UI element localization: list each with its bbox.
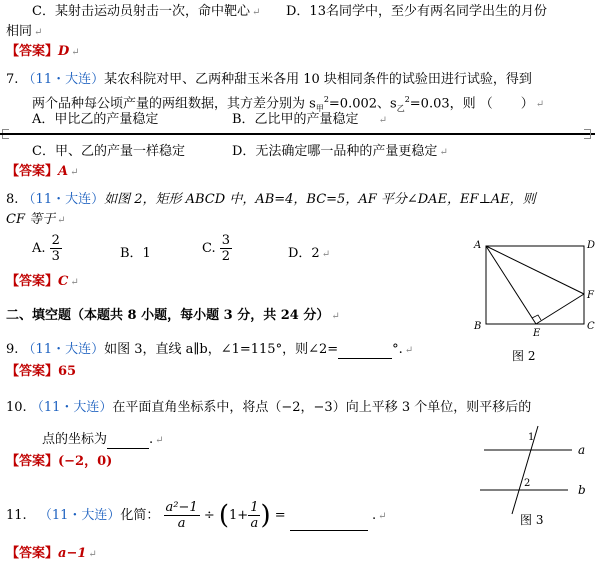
- q7-stem: 7. （11・大连）某农科院对甲、乙两种甜玉米各用 10 块相同条件的试验田进行试验，得到: [6, 72, 532, 87]
- q6-option-d-cont: 相同 ↵: [6, 24, 43, 39]
- q7-stem-line2: 两个品种每公顷产量的两组数据，其方差分别为 $s_甲^2=0.002$、$s_乙^2=0.03$，则 （ ） ↵: [32, 95, 545, 113]
- q7-option-a: A．甲比乙的产量稳定: [32, 112, 159, 127]
- q8-option-a: A. $\frac{2}{3}$: [32, 233, 60, 264]
- page-break-bracket-right: [584, 129, 591, 139]
- q11-answer: 【答案】a−1 ↵: [6, 546, 97, 561]
- q7-option-c: C．甲、乙的产量一样稳定: [32, 144, 185, 159]
- fig3-caption: 图 3: [520, 513, 544, 527]
- q7-option-d: D．无法确定哪一品种的产量更稳定 ↵: [232, 144, 448, 159]
- q8-answer: 【答案】C ↵: [6, 274, 79, 289]
- fig3-label-2: 2: [524, 478, 531, 489]
- q11-blank[interactable]: [290, 518, 368, 531]
- fig2-label-e: E: [533, 328, 541, 339]
- q9-blank[interactable]: [338, 346, 392, 359]
- fig2-label-f: F: [587, 290, 594, 301]
- fig2-label-c: C: [587, 321, 595, 332]
- figure-2-rectangle: [470, 236, 595, 366]
- q11-fraction-1: $\frac{\text{a²−1}}{a}$: [165, 500, 198, 531]
- fig3-label-a: a: [578, 443, 586, 457]
- fig2-label-d: D: [587, 240, 595, 251]
- fig2-caption: 图 2: [512, 349, 536, 363]
- q10-blank[interactable]: [107, 436, 149, 449]
- fig2-label-b: B: [474, 321, 482, 332]
- q6-option-d: D．13名同学中，至少有两名同学出生的月份: [286, 4, 547, 19]
- q8-option-b: B．1: [120, 246, 151, 261]
- q9-answer: 【答案】65: [6, 364, 77, 379]
- q7-answer: 【答案】A ↵: [6, 164, 79, 179]
- figure-3-parallel-lines: [472, 418, 595, 530]
- section-title: 二、填空题（本题共 8 小题，每小题 3 分，共 24 分） ↵: [6, 308, 340, 323]
- q8-stem-line2: CF 等于 ↵: [6, 212, 66, 227]
- q8-option-d: D．2 ↵: [288, 246, 331, 261]
- q10-stem-line2: 点的坐标为 . ↵: [42, 432, 164, 447]
- q8-option-c: C. $\frac{3}{2}$: [202, 233, 231, 264]
- q7-option-b: B．乙比甲的产量稳定 ↵: [232, 112, 387, 127]
- q10-stem: 10. （11・大连）在平面直角坐标系中，将点（−2，−3）向上平移 3 个单位，则平移后的: [6, 400, 532, 415]
- q10-answer: 【答案】(−2，0): [6, 454, 113, 469]
- fig2-label-a: A: [474, 240, 482, 251]
- page-break-line: [0, 133, 595, 135]
- fig3-label-b: b: [578, 483, 586, 497]
- q6-answer: 【答案】D ↵: [6, 44, 80, 59]
- q9-stem: 9. （11・大连）如图 3，直线 a∥b，∠1=115°，则∠2= °. ↵: [6, 342, 414, 357]
- fraction-two-thirds: $\frac{2}{3}$: [51, 233, 60, 264]
- q6-option-c: C．某射击运动员射击一次，命中靶心 ↵: [32, 4, 261, 19]
- fraction-three-halves: $\frac{3}{2}$: [221, 233, 231, 264]
- q11-fraction-2: $\frac{1}{a}$: [250, 500, 259, 531]
- q11-stem: 11. （11・大连）化简： $\frac{\text{a²−1}}{a}$ ÷ (1+ $\frac{1}{a}$ ) = . ↵: [6, 500, 387, 531]
- fig3-label-1: 1: [528, 432, 535, 443]
- q8-stem: 8. （11・大连）如图 2，矩形 ABCD 中，AB=4，BC=5，AF 平分∠DAE，EF⊥AE，则: [6, 192, 536, 207]
